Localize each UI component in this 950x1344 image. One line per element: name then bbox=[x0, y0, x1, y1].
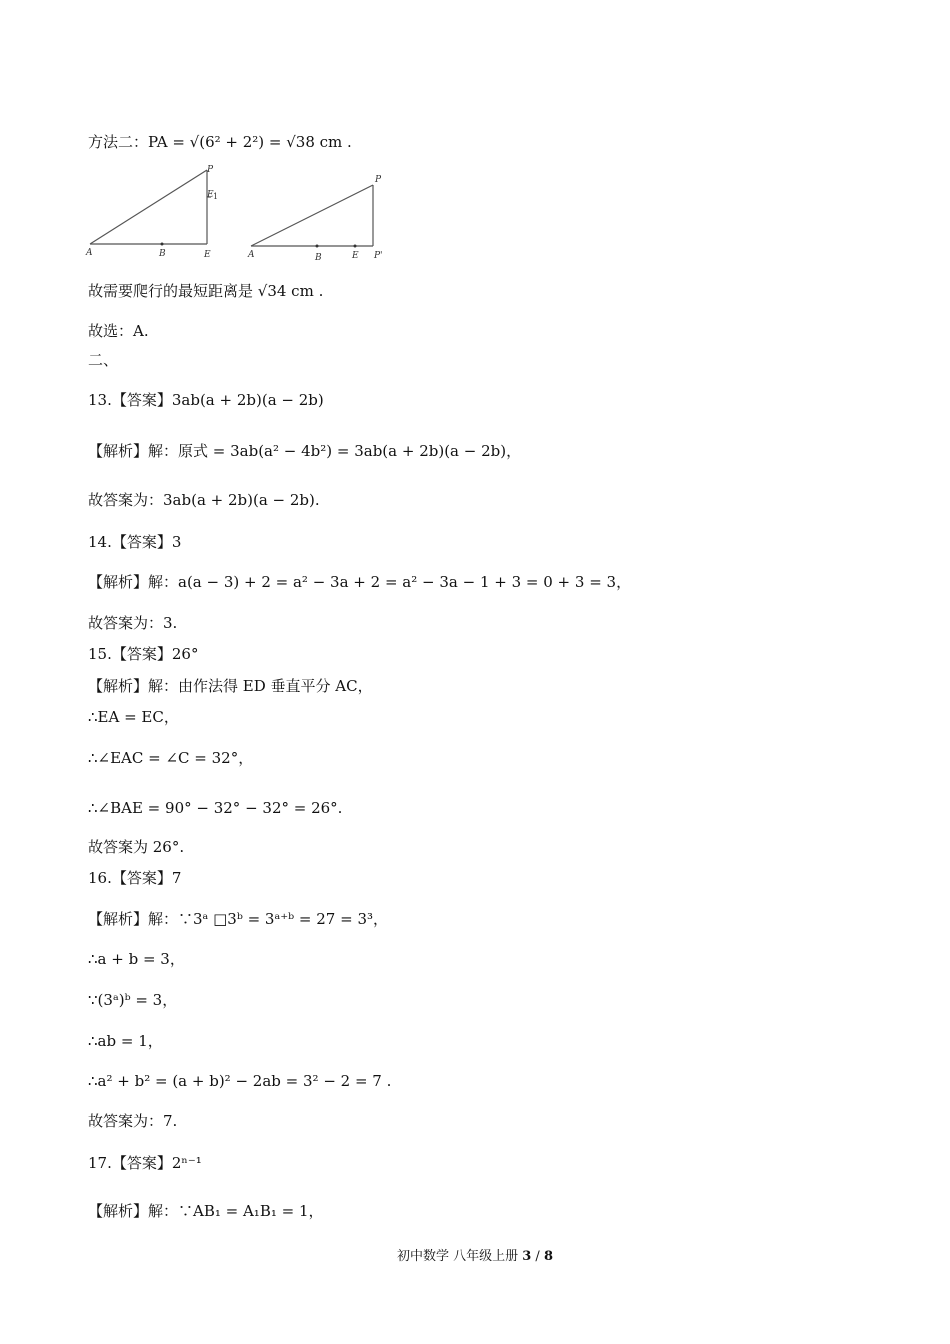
step-16-d: ∴a² + b² = (a + b)² − 2ab = 3² − 2 = 7 . bbox=[88, 1072, 392, 1090]
footer-page-number: 3 bbox=[522, 1249, 532, 1264]
solution-14: 【解析】解：a(a − 3) + 2 = a² − 3a + 2 = a² − 3a − 1 + 3 = 0 + 3 = 3， bbox=[88, 573, 632, 591]
step-15-a: ∴EA = EC， bbox=[88, 708, 179, 726]
triangle-figures bbox=[84, 160, 404, 265]
section-heading-two: 二、 bbox=[88, 351, 119, 369]
label-E1: E bbox=[207, 190, 214, 200]
answer-17: 17.【答案】2ⁿ⁻¹ bbox=[88, 1154, 202, 1172]
step-16-b: ∵(3ᵃ)ᵇ = 3， bbox=[88, 991, 178, 1009]
text-line-method-two: 方法二：PA = √(6² + 2²) = √38 cm . bbox=[88, 133, 352, 151]
answer-16: 16.【答案】7 bbox=[88, 869, 182, 887]
figure-left bbox=[85, 165, 218, 260]
solution-13: 【解析】解：原式 = 3ab(a² − 4b²) = 3ab(a + 2b)(a − 2b)， bbox=[88, 442, 522, 460]
answer-15: 15.【答案】26° bbox=[88, 645, 199, 663]
answer-13: 13.【答案】3ab(a + 2b)(a − 2b) bbox=[88, 391, 324, 409]
label-P: P bbox=[375, 175, 382, 185]
footer-page-total: 8 bbox=[543, 1249, 553, 1264]
conclusion-16: 故答案为：7. bbox=[88, 1112, 178, 1130]
conclusion-13: 故答案为：3ab(a + 2b)(a − 2b). bbox=[88, 491, 320, 509]
step-15-b: ∴∠EAC = ∠C = 32°， bbox=[88, 749, 254, 767]
text-line-choice: 故选：A. bbox=[88, 322, 149, 340]
label-E: E bbox=[204, 250, 211, 260]
label-B: B bbox=[315, 253, 322, 263]
figure-right bbox=[247, 175, 383, 263]
solution-17: 【解析】解：∵AB₁ = A₁B₁ = 1， bbox=[88, 1202, 324, 1220]
solution-15: 【解析】解：由作法得 ED 垂直平分 AC， bbox=[88, 677, 373, 695]
step-16-a: ∴a + b = 3， bbox=[88, 950, 185, 968]
label-E1-sub: 1 bbox=[213, 192, 219, 201]
label-A: A bbox=[248, 250, 255, 260]
conclusion-15: 故答案为 26°. bbox=[88, 838, 185, 856]
label-E: E bbox=[352, 251, 359, 261]
label-A: A bbox=[86, 248, 93, 258]
step-15-c: ∴∠BAE = 90° − 32° − 32° = 26°. bbox=[88, 799, 343, 817]
solution-16: 【解析】解：∵3ᵃ □3ᵇ = 3ᵃ⁺ᵇ = 27 = 3³， bbox=[88, 910, 389, 928]
label-P: P bbox=[207, 165, 214, 175]
step-16-c: ∴ab = 1， bbox=[88, 1032, 163, 1050]
footer-separator: / bbox=[531, 1249, 544, 1264]
label-B: B bbox=[159, 249, 166, 259]
text-line-shortest-distance: 故需要爬行的最短距离是 √34 cm . bbox=[88, 282, 324, 300]
footer-subject: 初中数学 八年级上册 bbox=[396, 1249, 523, 1264]
page-footer bbox=[0, 1245, 950, 1264]
label-P-prime: P' bbox=[374, 251, 383, 261]
answer-14: 14.【答案】3 bbox=[88, 533, 182, 551]
conclusion-14: 故答案为：3. bbox=[88, 614, 178, 632]
